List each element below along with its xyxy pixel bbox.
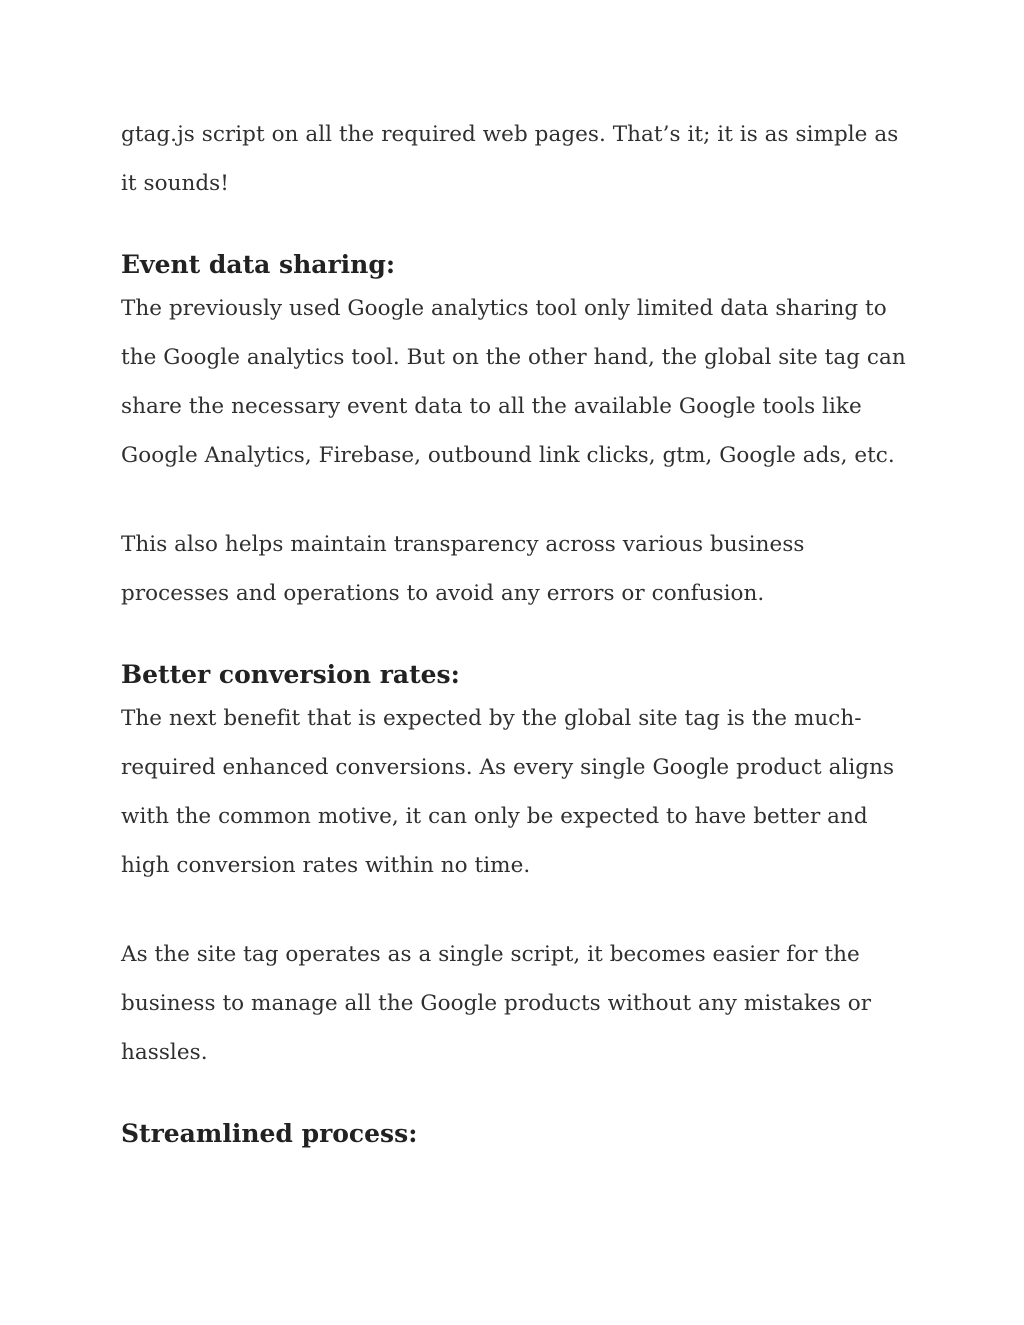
section-heading: Streamlined process: [121,1119,418,1148]
section-better-conversion-rates [121,658,911,1077]
section-heading: Event data sharing: [121,250,396,279]
section-paragraph: The next benefit that is expected by the global site tag is the much-required enhanced conversions. As every single Google product aligns with the common motive, it can only be expected to have better and high conversion rates within no time. [121,706,895,878]
intro-paragraph: gtag.js script on all the required web pages. That’s it; it is as simple as it sounds! [121,122,899,196]
section-streamlined-process [121,1117,911,1151]
section-paragraph: The previously used Google analytics tool only limited data sharing to the Google analytics tool. But on the other hand, the global site tag can share the necessary event data to all the available Google tools like Google Analytics, Firebase, outbound link clicks, gtm, Google ads, etc. [121,296,906,468]
section-heading: Better conversion rates: [121,660,460,689]
document-body [121,110,911,1151]
section-paragraph: This also helps maintain transparency across various business processes and operations to avoid any errors or confusion. [121,532,805,606]
section-event-data-sharing [121,248,911,618]
section-paragraph: As the site tag operates as a single script, it becomes easier for the business to manage all the Google products without any mistakes or hassles. [121,942,872,1065]
